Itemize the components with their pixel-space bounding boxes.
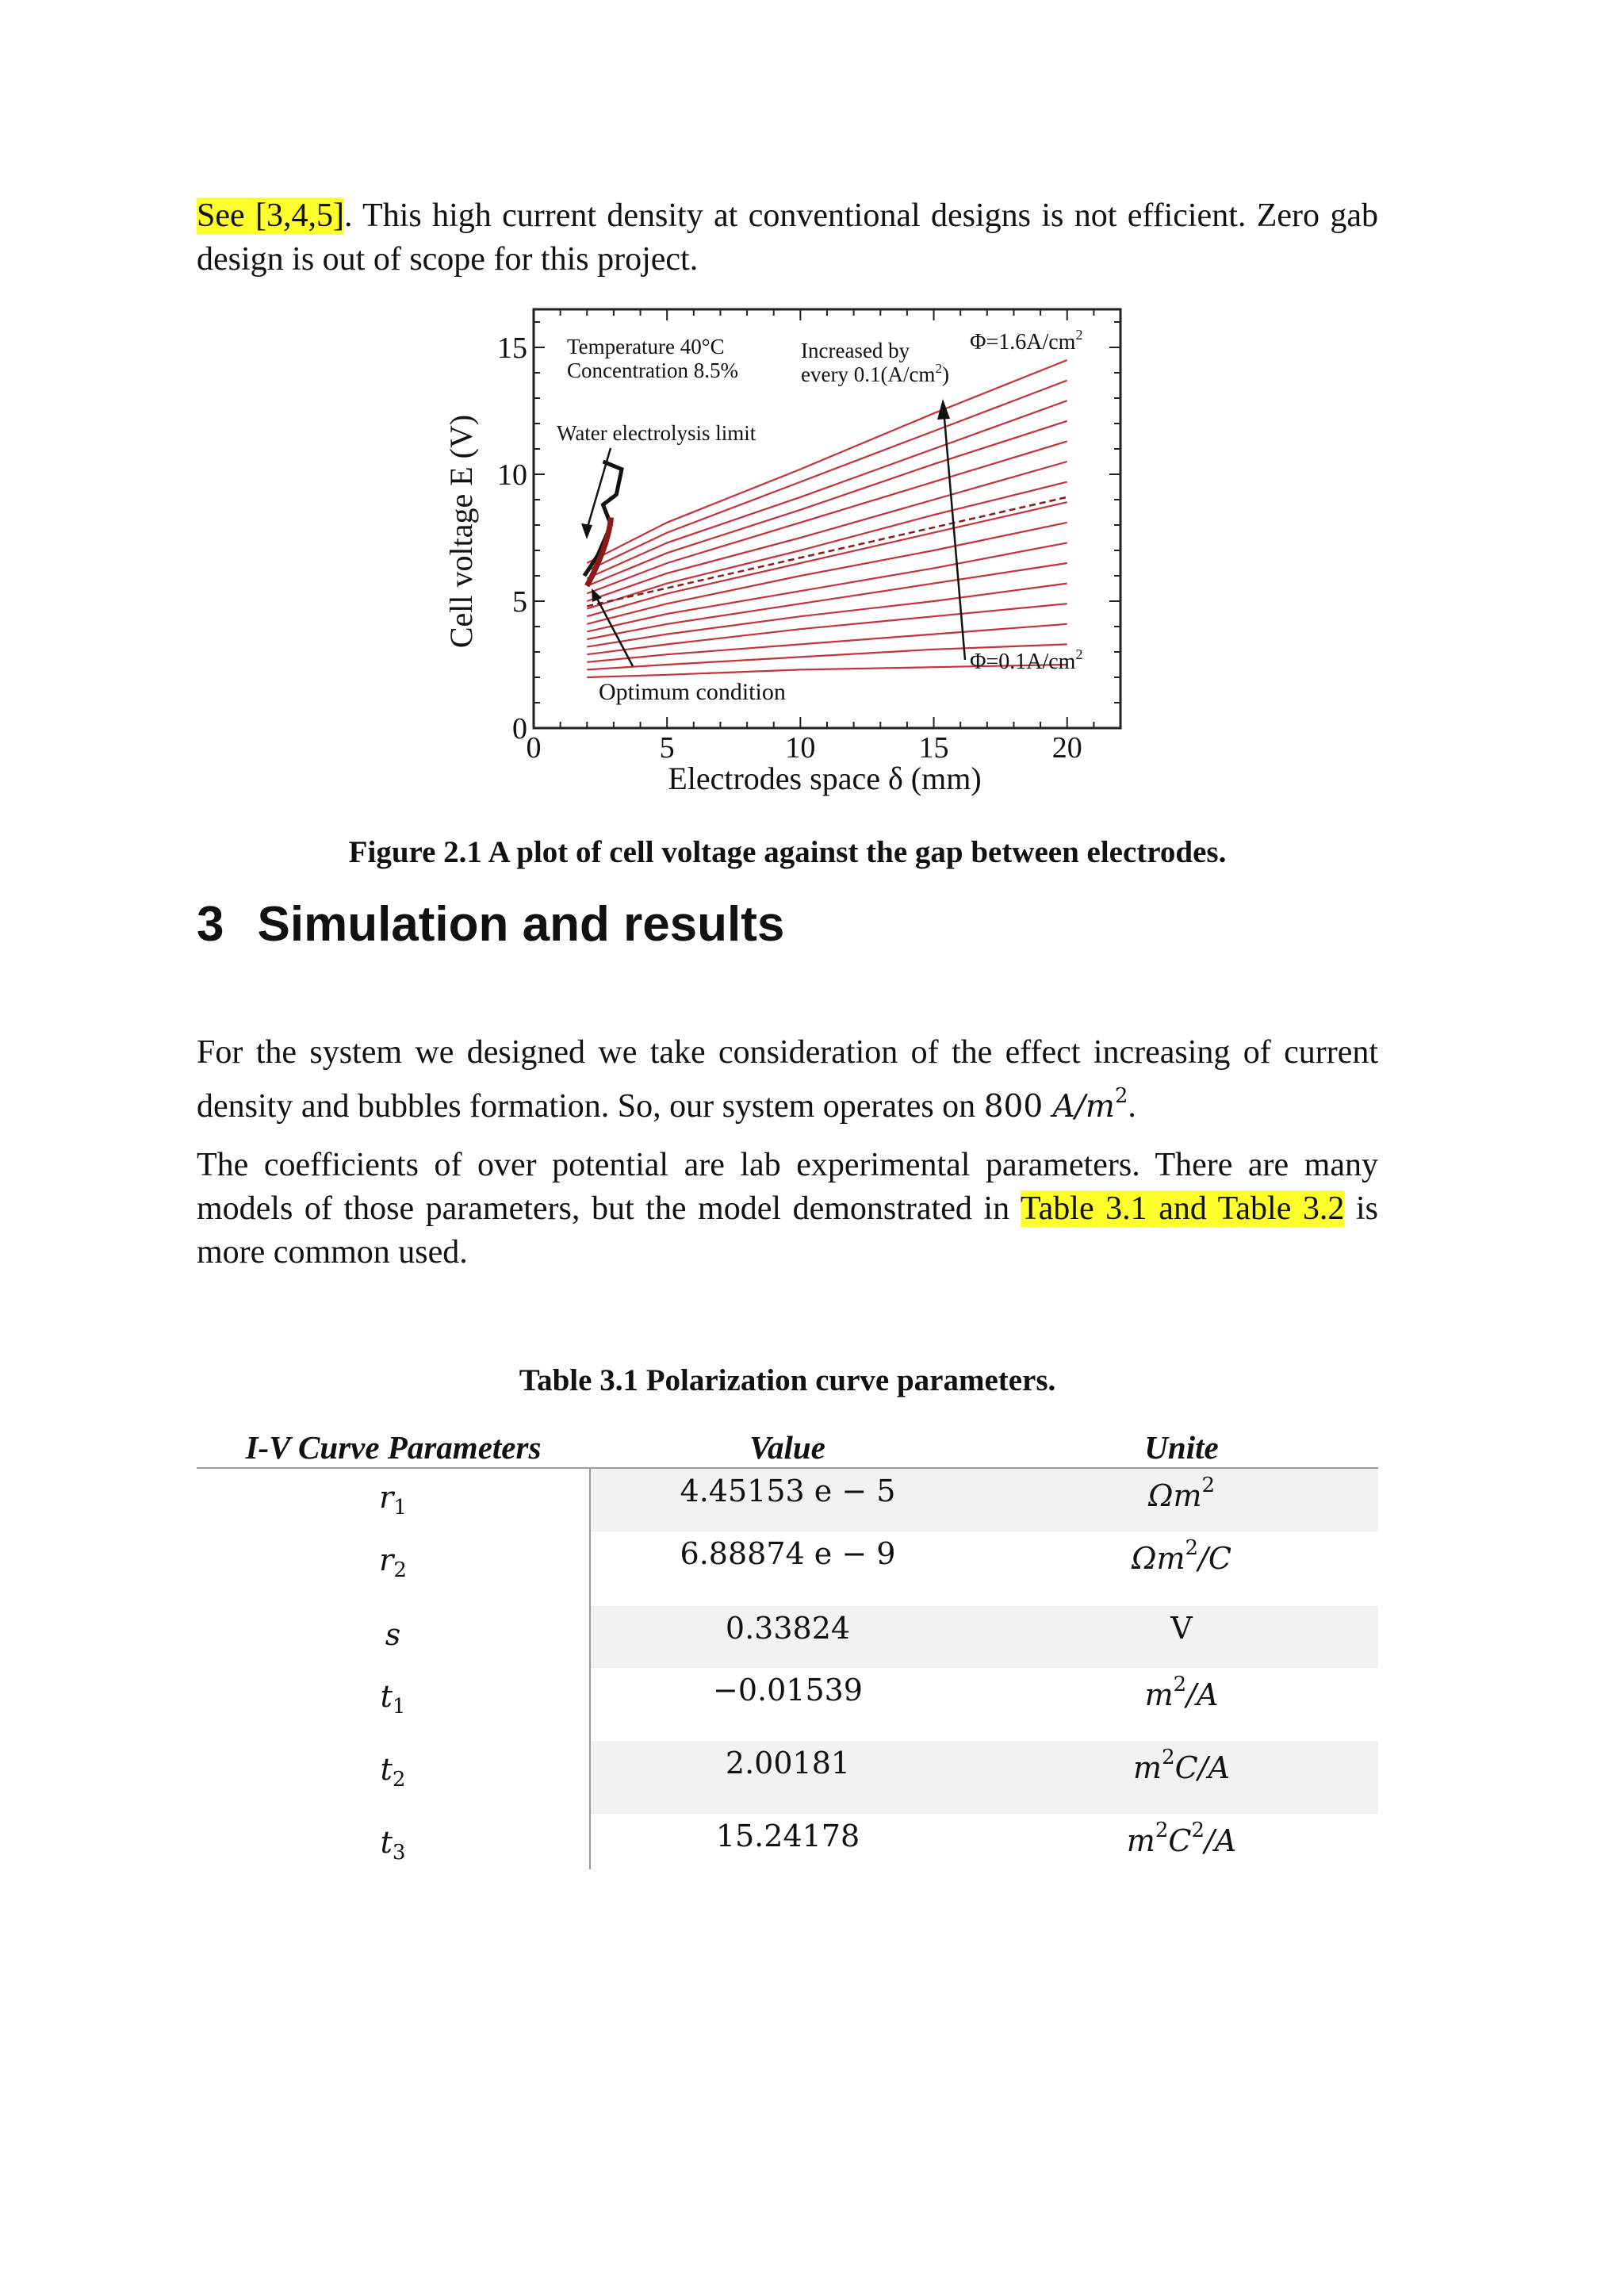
x-tick-label: 15 [918, 731, 949, 765]
section-number: 3 [197, 897, 224, 952]
body-paragraph-2 [197, 1144, 1378, 1274]
p2-end: is more common used. [197, 1190, 1379, 1271]
water-limit-arrowhead [581, 523, 592, 539]
x-tick-label: 5 [659, 731, 675, 765]
table-row [197, 1668, 1378, 1741]
increase-arrow [944, 409, 965, 660]
series-line-6 [587, 563, 1067, 639]
intro-paragraph [197, 194, 1378, 282]
param-cell: $t_3$ [197, 1814, 590, 1869]
chart-tick-labels [497, 332, 1082, 765]
value-cell: 2.00181 [590, 1741, 985, 1814]
every-label: every $0.1(A/cm^2)$ [801, 361, 949, 386]
p1-text: For the system we designed we take consideration of the effect increasing of current density and bubbles formation. So, our system operates on [197, 1034, 1378, 1125]
value-cell: 15.24178 [715, 1819, 860, 1853]
chart-series [587, 360, 1067, 677]
water-limit-curve [584, 462, 622, 586]
header-parameter: I-V Curve Parameters [197, 1428, 590, 1468]
temperature-label: Temperature 40°C [567, 335, 725, 358]
table-caption: Table 3.1 Polarization curve parameters. [519, 1363, 1056, 1397]
concentration-label: Concentration 8.5% [567, 358, 738, 382]
header-unit: Unite [985, 1428, 1378, 1468]
table-body [197, 1468, 1378, 1869]
increased-by-label: Increased by [801, 339, 910, 362]
figure-caption: Figure 2.1 A plot of cell voltage against the gap between electrodes. [348, 835, 1227, 869]
parameters-table [197, 1428, 1378, 1869]
cell-voltage-chart [428, 293, 1142, 817]
table-row [197, 1531, 1378, 1606]
table-row [197, 1814, 1378, 1869]
value-cell: 0.33824 [590, 1606, 985, 1668]
series-line-11 [587, 462, 1067, 601]
value-cell: 6.88874 e − 9 [680, 1536, 896, 1571]
y-tick-label: 10 [497, 458, 527, 492]
series-line-13 [587, 421, 1067, 586]
table-row [197, 1741, 1378, 1814]
value-cell: 4.45153 e − 5 [590, 1468, 985, 1531]
series-line-16 [587, 360, 1067, 563]
phi-bottom-label: $\Phi=0.1A/cm^2$ [970, 646, 1083, 674]
current-density-value: 800 $A/m^2$ [983, 1084, 1128, 1125]
unit-cell: $\Omega m^2/C$ [1132, 1536, 1231, 1576]
unit-cell: $m^2/A$ [1144, 1673, 1219, 1712]
section-title: Simulation and results [257, 897, 785, 952]
p2-text: The coefficients of over potential are lab experimental parameters. There are many models of those parameters, but the model demonstrated in [197, 1147, 1378, 1227]
unit-cell: V [985, 1606, 1378, 1668]
intro-text: . This high current density at conventional designs is not efficient. Zero gab design is out of scope for this project. [197, 197, 1378, 278]
y-tick-label: 5 [512, 585, 527, 619]
phi-top-label: $\Phi=1.6A/cm^2$ [970, 327, 1083, 355]
table-header-row [197, 1428, 1378, 1468]
x-axis-label: Electrodes space δ (mm) [668, 761, 982, 796]
optimum-label: Optimum condition [599, 679, 786, 705]
citation-highlight: See [3,4,5] [197, 197, 344, 234]
section-heading [197, 896, 784, 953]
value-cell: −0.01539 [713, 1673, 863, 1708]
x-tick-label: 10 [785, 731, 816, 765]
x-tick-label: 20 [1051, 731, 1082, 765]
param-cell: $t_2$ [197, 1741, 590, 1814]
unit-cell: $m^2C^2/A$ [1126, 1819, 1237, 1858]
table-ref-highlight: Table 3.1 and Table 3.2 [1020, 1190, 1345, 1227]
y-tick-label: 15 [497, 332, 527, 365]
body-paragraph-1: For the system we designed we take consideration of the effect increasing of current density and bubbles formation. So, our system operates on 800 $A/m^2$. [197, 1034, 1378, 1125]
y-tick-label: 0 [512, 712, 527, 746]
y-axis-label: Cell voltage E (V) [443, 414, 479, 649]
table-row [197, 1468, 1378, 1531]
param-cell: $r_1$ [197, 1468, 590, 1531]
table-row [197, 1606, 1378, 1668]
water-limit-label: Water electrolysis limit [557, 421, 756, 445]
param-cell: $r_2$ [197, 1531, 590, 1606]
series-line-15 [587, 381, 1067, 571]
increase-arrowhead [937, 399, 950, 420]
header-value: Value [590, 1428, 985, 1468]
unit-cell: $\Omega m^2$ [985, 1468, 1378, 1531]
param-cell: s [197, 1606, 590, 1668]
param-cell: $t_1$ [197, 1668, 590, 1741]
x-tick-label: 0 [526, 731, 542, 765]
unit-cell: $m^2C/A$ [985, 1741, 1378, 1814]
